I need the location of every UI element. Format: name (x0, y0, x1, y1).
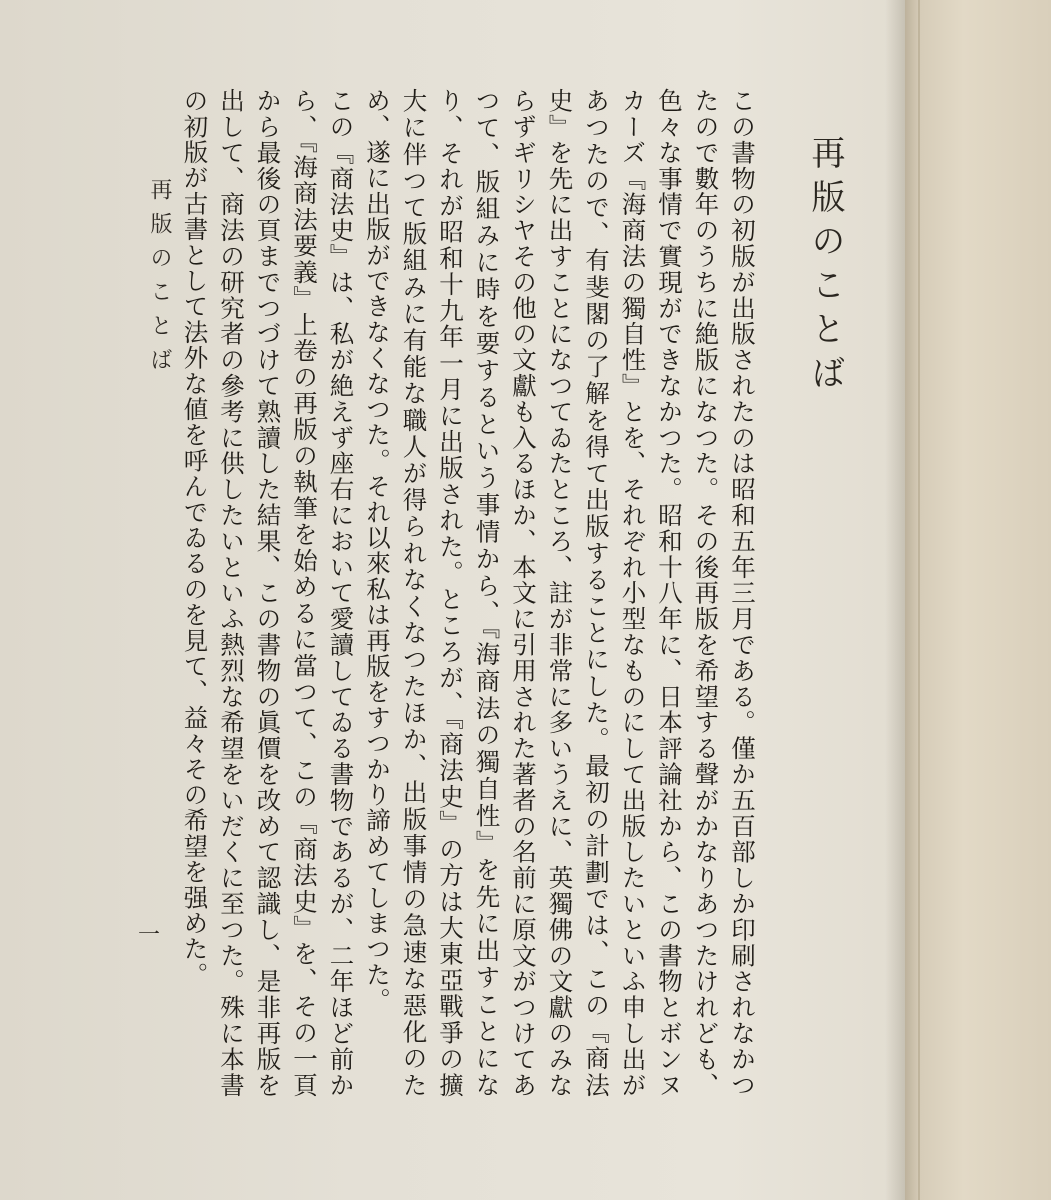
page-title: 再版のことば (805, 135, 845, 399)
page-edge-line (918, 0, 920, 1200)
page-gutter-shadow (885, 0, 907, 1200)
paragraph-2: この『商法史』は、私が絶えず座右において愛讀してゐる書物であるが、二年ほど前から、『海商法要義』上卷の再版の執筆を始めるに當つて、この『商法史』を、その一頁から最後の頁までつづけて熟讀した結果、この書物の眞價を改めて認識し、是非再版を出して、商法の研究者の參考に供したいといふ熱烈な希望をいだくに至つた。殊に本書の初版が古書として法外な値を呼んでゐるのを見て、益々その希望を强めた。 (180, 88, 356, 1098)
paragraph-1: この書物の初版が出版されたのは昭和五年三月である。僅か五百部しか印刷されなかつたので數年のうちに絶版になつた。その後再版を希望する聲がかなりあつたけれども、色々な事情で實現ができなかつた。昭和十八年に、日本評論社から、この書物とボンヌカーズ『海商法の獨自性』とを、それぞれ小型なものにして出版したいといふ申し出があつたので、有斐閣の了解を得て出版することにした。最初の計劃では、この『商法史』を先に出すことになつてゐたところ、註が非常に多いうえに、英獨佛の文獻のみならずギリシヤその他の文獻も入るほか、本文に引用された著者の名前に原文がつけてあつて、版組みに時を要するという事情から、『海商法の獨自性』を先に出すことになり、それが昭和十九年一月に出版された。ところが、『商法史』の方は大東亞戰爭の擴大に伴つて版組みに有能な職人が得られなくなつたほか、出版事情の急速な惡化のため、遂に出版ができなくなつた。それ以來私は再版をすつかり諦めてしまつた。 (363, 88, 757, 1098)
page-number: 一 (137, 923, 160, 948)
body-text (180, 88, 760, 1098)
adjacent-page-edge (905, 0, 1051, 1200)
running-head: 再版のことば (147, 178, 172, 382)
